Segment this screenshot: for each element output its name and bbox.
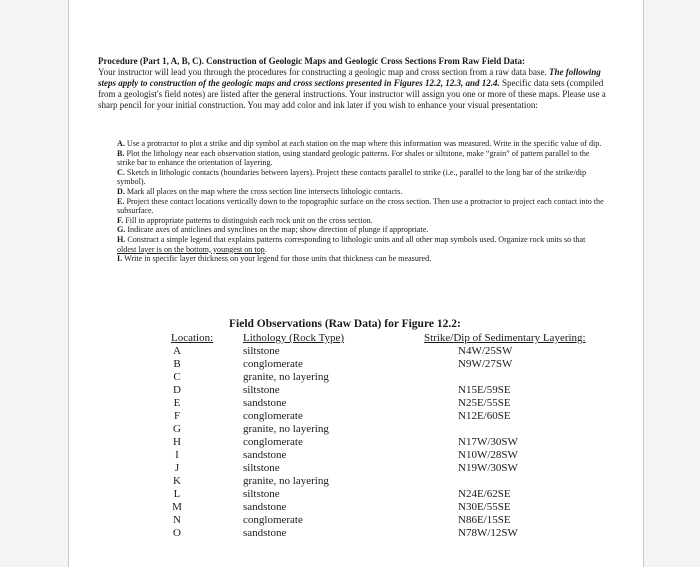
lithology-cell: granite, no layering [243, 475, 329, 487]
step-label: B. [117, 148, 125, 158]
table-row [0, 462, 700, 475]
step-b [117, 149, 605, 168]
location-cell: I [175, 449, 179, 461]
step-text: Sketch in lithologic contacts (boundaries between layers). Project these contacts parallel to strike (i.e., parallel to the long bar of the strike/dip symbol). [117, 167, 587, 187]
step-text: Plot the lithology near each observation station, using standard geologic patterns. For shales or siltstone, make “grain” of pattern parallel to the strike bar to enhance the orientation of layering. [117, 148, 590, 168]
lithology-cell: conglomerate [243, 410, 303, 422]
strike-dip-cell: N4W/25SW [458, 345, 513, 357]
step-label: I. [117, 254, 123, 264]
step-f [117, 216, 605, 226]
location-cell: G [173, 423, 181, 435]
location-cell: C [173, 371, 181, 383]
lithology-cell: sandstone [243, 449, 287, 461]
table-row [0, 449, 700, 462]
strike-dip-cell: N86E/15SE [458, 514, 511, 526]
intro-text-1: Your instructor will lead you through the procedures for constructing a geologic map and cross section from a raw data base. [98, 67, 547, 78]
table-row [0, 423, 700, 436]
table-row [0, 410, 700, 423]
intro-bold-text: The following steps apply to construction of the geologic maps and cross sections presented in Figures 12.2, 12.3, and 12.4. [98, 67, 601, 89]
strike-dip-column-header [424, 332, 586, 344]
lithology-cell: siltstone [243, 384, 280, 396]
table-row [0, 345, 700, 358]
location-cell: O [173, 527, 181, 539]
procedure-heading: Procedure (Part 1, A, B, C). Construction of Geologic Maps and Geologic Cross Sections From Raw Field Data: [98, 56, 526, 66]
location-column-header [171, 332, 213, 344]
lithology-cell: granite, no layering [243, 371, 329, 383]
step-text: Project these contact locations vertically down to the topographic surface on the cross section. Then use a protractor to project each contact into the subsurface. [117, 196, 604, 216]
step-i [117, 254, 605, 264]
step-text: Mark all places on the map where the cross section line intersects lithologic contacts. [126, 186, 403, 196]
lithology-cell: conglomerate [243, 358, 303, 370]
lithology-cell: sandstone [243, 527, 287, 539]
table-row [0, 514, 700, 527]
header-label: Strike/Dip of Sedimentary Layering: [424, 332, 586, 344]
location-cell: F [173, 410, 181, 422]
step-text: Construct a simple legend that explains patterns corresponding to lithologic units and all other map symbols used. Organize rock units so that [127, 234, 586, 244]
strike-dip-cell: N78W/12SW [458, 527, 518, 539]
location-cell: A [173, 345, 181, 357]
table-row [0, 475, 700, 488]
table-row [0, 501, 700, 514]
step-text: Fill in appropriate patterns to distinguish each rock unit on the cross section. [125, 215, 373, 225]
header-label: Location: [171, 332, 214, 344]
strike-dip-cell: N15E/59SE [458, 384, 511, 396]
header-label: Lithology (Rock Type) [243, 332, 345, 344]
table-title: Field Observations (Raw Data) for Figure 12.2: [229, 318, 461, 330]
step-c [117, 168, 605, 187]
table-row [0, 397, 700, 410]
step-text: Write in specific layer thickness on your legend for those units that thickness can be measured. [124, 254, 432, 264]
table-row [0, 371, 700, 384]
table-row [0, 488, 700, 501]
table-row [0, 358, 700, 371]
location-cell: J [174, 462, 180, 474]
lithology-cell: granite, no layering [243, 423, 329, 435]
location-cell: N [173, 514, 181, 526]
lithology-cell: sandstone [243, 397, 287, 409]
location-cell: M [172, 501, 182, 513]
lithology-column-header [243, 332, 344, 344]
strike-dip-cell: N25E/55SE [458, 397, 511, 409]
step-label: C. [117, 167, 125, 177]
location-cell: B [173, 358, 181, 370]
field-observations-table [0, 345, 700, 540]
strike-dip-cell: N9W/27SW [458, 358, 513, 370]
step-label: G. [117, 225, 126, 235]
steps-list [117, 139, 605, 264]
location-cell: K [173, 475, 181, 487]
location-cell: D [173, 384, 181, 396]
step-g [117, 225, 605, 235]
procedure-intro [98, 56, 608, 111]
step-label: F. [117, 215, 124, 225]
step-label: D. [117, 186, 125, 196]
location-cell: H [173, 436, 181, 448]
step-label: A. [117, 139, 125, 148]
lithology-cell: conglomerate [243, 514, 303, 526]
step-text-end: . [264, 244, 267, 254]
step-label: E. [117, 196, 125, 206]
lithology-cell: siltstone [243, 488, 280, 500]
strike-dip-cell: N30E/55SE [458, 501, 511, 513]
table-row [0, 436, 700, 449]
step-h [117, 235, 605, 254]
strike-dip-cell: N12E/60SE [458, 410, 511, 422]
step-underlined-text: oldest layer is on the bottom, youngest on top [117, 244, 265, 254]
step-label: H. [117, 234, 126, 244]
strike-dip-cell: N10W/28SW [458, 449, 518, 461]
intro-text-2: Specific data sets (compiled from a geologist's field notes) are listed after the general instructions. Your instructor will assign you one or more of these maps. Please use a sharp pencil for your initial construction. You may add color and ink later if you wish to enhance your visual presentation: [98, 78, 606, 111]
step-d [117, 187, 605, 197]
lithology-cell: sandstone [243, 501, 287, 513]
lithology-cell: conglomerate [243, 436, 303, 448]
step-text: Indicate axes of anticlines and synclines on the map; show direction of plunge if appropriate. [127, 225, 429, 235]
strike-dip-cell: N24E/62SE [458, 488, 511, 500]
lithology-cell: siltstone [243, 462, 280, 474]
lithology-cell: siltstone [243, 345, 280, 357]
table-row [0, 527, 700, 540]
strike-dip-cell: N17W/30SW [458, 436, 518, 448]
location-cell: L [173, 488, 181, 500]
procedure-section [98, 56, 608, 111]
step-e [117, 197, 605, 216]
location-cell: E [173, 397, 181, 409]
table-row [0, 384, 700, 397]
step-text: Use a protractor to plot a strike and dip symbol at each station on the map where this information was measured. Write in the specific value of dip. [126, 139, 602, 148]
step-a [117, 139, 605, 149]
strike-dip-cell: N19W/30SW [458, 462, 518, 474]
